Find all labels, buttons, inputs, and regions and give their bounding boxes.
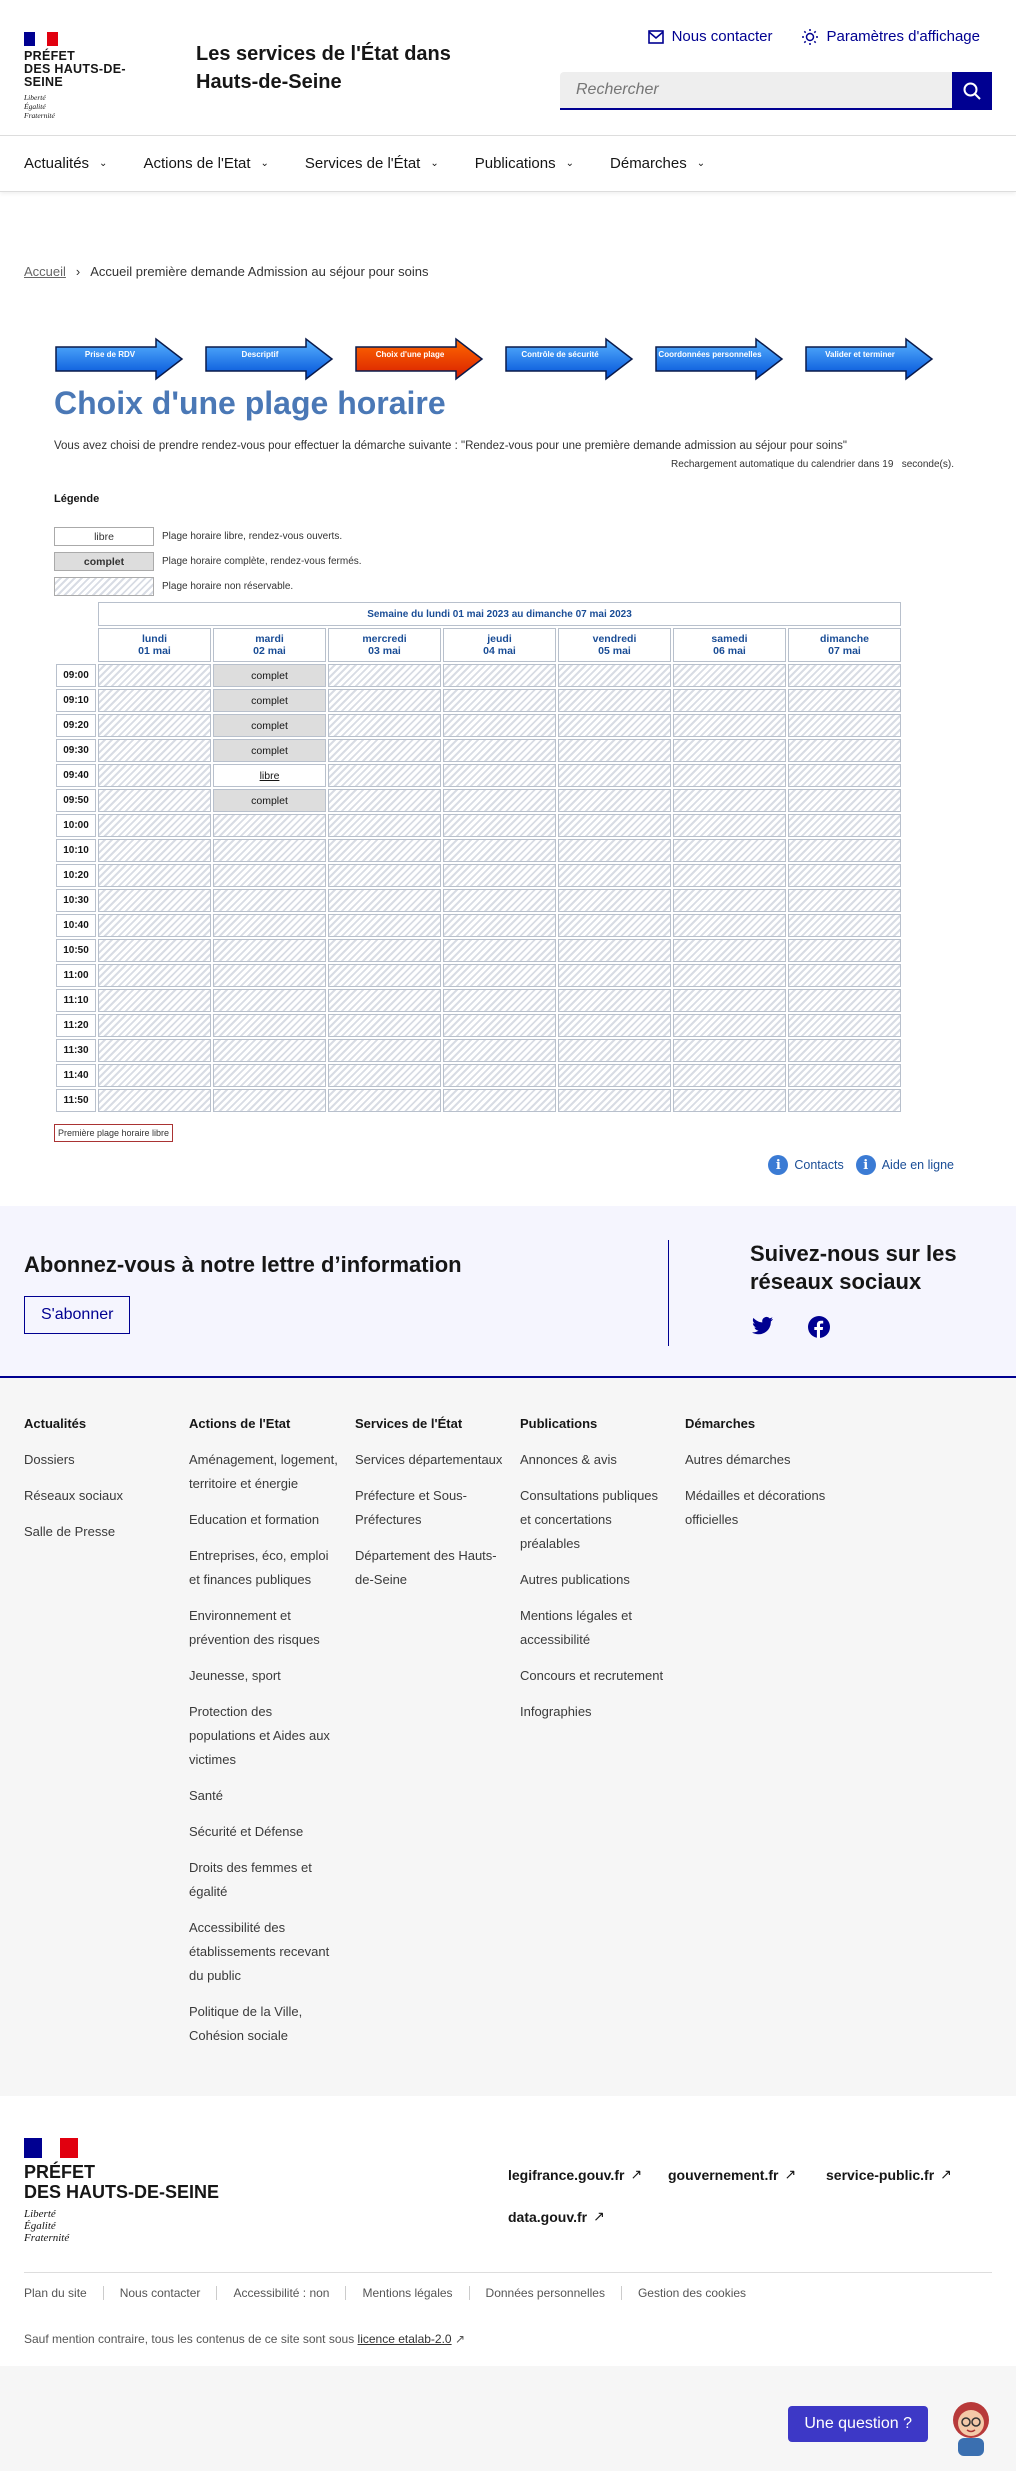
slot-unavailable bbox=[328, 989, 441, 1012]
time-label: 11:00 bbox=[56, 964, 96, 987]
footer-motto: Liberté Égalité Fraternité bbox=[24, 2208, 70, 2244]
slot-unavailable bbox=[98, 814, 211, 837]
time-label: 11:10 bbox=[56, 989, 96, 1012]
slot-unavailable bbox=[213, 939, 326, 962]
day-header: samedi 06 mai bbox=[673, 628, 786, 662]
time-row bbox=[56, 839, 901, 862]
nav-item[interactable]: Actions de l'Etat ⌄ bbox=[143, 155, 269, 172]
slot-unavailable bbox=[558, 914, 671, 937]
slot-unavailable bbox=[673, 989, 786, 1012]
slot-unavailable bbox=[443, 989, 556, 1012]
newsletter-title: Abonnez-vous à notre lettre d’information bbox=[24, 1252, 462, 1277]
license-text: Sauf mention contraire, tous les contenus de ce site sont sous licence etalab-2.0 ↗ bbox=[24, 2332, 465, 2346]
time-label: 09:10 bbox=[56, 689, 96, 712]
newsletter-section bbox=[0, 1206, 1016, 1378]
slot-unavailable bbox=[443, 864, 556, 887]
footer-bottom-link[interactable]: Mentions légales bbox=[362, 2286, 469, 2300]
slot-unavailable bbox=[558, 964, 671, 987]
time-row bbox=[56, 864, 901, 887]
step-label: Descriptif bbox=[241, 350, 279, 359]
slot-unavailable bbox=[558, 689, 671, 712]
slot-unavailable bbox=[98, 664, 211, 687]
slot-full: complet bbox=[213, 789, 326, 812]
slot-unavailable bbox=[443, 664, 556, 687]
facebook-icon[interactable] bbox=[808, 1316, 830, 1338]
slot-unavailable bbox=[673, 939, 786, 962]
slot-unavailable bbox=[328, 1039, 441, 1062]
external-site-link[interactable]: gouvernement.fr ↗ bbox=[668, 2166, 797, 2183]
slot-unavailable bbox=[443, 839, 556, 862]
time-row bbox=[56, 689, 901, 712]
slot-unavailable bbox=[213, 1039, 326, 1062]
external-link-icon: ↗ bbox=[454, 2332, 465, 2346]
slot-unavailable bbox=[788, 789, 901, 812]
nav-item[interactable]: Services de l'État ⌄ bbox=[304, 155, 439, 172]
day-header: mercredi 03 mai bbox=[328, 628, 441, 662]
time-row bbox=[56, 1064, 901, 1087]
time-label: 09:50 bbox=[56, 789, 96, 812]
slot-unavailable bbox=[328, 964, 441, 987]
step-label: Valider et terminer bbox=[825, 350, 895, 359]
time-label: 11:40 bbox=[56, 1064, 96, 1087]
slot-unavailable bbox=[328, 764, 441, 787]
slot-unavailable bbox=[98, 914, 211, 937]
slot-unavailable bbox=[328, 1064, 441, 1087]
footer-column-title[interactable]: Démarches bbox=[685, 1416, 756, 1431]
slot-unavailable bbox=[558, 1064, 671, 1087]
footer-link[interactable]: Accessibilité des établissements recevant du public bbox=[189, 1920, 330, 1983]
footer-column bbox=[355, 1412, 505, 1604]
footer-column-title[interactable]: Services de l'État bbox=[355, 1416, 463, 1431]
slot-unavailable bbox=[213, 889, 326, 912]
sun-icon bbox=[802, 29, 818, 45]
follow-title: Suivez-nous sur les réseaux sociaux bbox=[750, 1241, 957, 1294]
time-label: 11:50 bbox=[56, 1089, 96, 1112]
footer-link[interactable]: Département des Hauts-de-Seine bbox=[355, 1548, 497, 1587]
footer-link[interactable]: Préfecture et Sous-Préfectures bbox=[355, 1488, 467, 1527]
time-label: 11:20 bbox=[56, 1014, 96, 1037]
nav-item[interactable]: Actualités ⌄ bbox=[24, 155, 108, 172]
footer-link[interactable]: Dossiers bbox=[24, 1452, 75, 1467]
slot-unavailable bbox=[98, 789, 211, 812]
footer-link[interactable]: Mentions légales et accessibilité bbox=[520, 1608, 633, 1647]
breadcrumb bbox=[0, 192, 1016, 287]
time-label: 10:00 bbox=[56, 814, 96, 837]
slot-unavailable bbox=[558, 789, 671, 812]
mail-icon bbox=[648, 30, 664, 44]
slot-unavailable bbox=[328, 739, 441, 762]
motto: Liberté Égalité Fraternité bbox=[24, 93, 55, 120]
slot-unavailable bbox=[788, 714, 901, 737]
page-title: Choix d'une plage horaire bbox=[54, 385, 446, 421]
step-progress bbox=[0, 337, 1016, 387]
slot-unavailable bbox=[788, 889, 901, 912]
footer-sitemap bbox=[0, 1378, 1016, 2096]
info-icon: i bbox=[768, 1155, 788, 1175]
chevron-right-icon: › bbox=[75, 264, 81, 279]
footer-link[interactable]: Santé bbox=[189, 1788, 223, 1803]
slot-unavailable bbox=[98, 1039, 211, 1062]
search-bar bbox=[560, 72, 992, 110]
slot-unavailable bbox=[788, 814, 901, 837]
footer-links bbox=[24, 2286, 778, 2300]
slot-unavailable bbox=[788, 739, 901, 762]
time-row bbox=[56, 714, 901, 737]
footer-link[interactable]: Entreprises, éco, emploi et finances publiques bbox=[189, 1548, 329, 1587]
footer-logo[interactable] bbox=[24, 2138, 219, 2244]
slot-unavailable bbox=[98, 739, 211, 762]
slot-unavailable bbox=[673, 689, 786, 712]
slot-unavailable bbox=[443, 689, 556, 712]
footer-column bbox=[189, 1412, 339, 2060]
slot-unavailable bbox=[328, 889, 441, 912]
time-label: 09:30 bbox=[56, 739, 96, 762]
time-row bbox=[56, 939, 901, 962]
slot-unavailable bbox=[673, 789, 786, 812]
footer-column-title[interactable]: Actions de l'Etat bbox=[189, 1416, 291, 1431]
time-row bbox=[56, 964, 901, 987]
slot-unavailable bbox=[788, 689, 901, 712]
slot-unavailable bbox=[328, 864, 441, 887]
legend-item: complet Plage horaire complète, rendez-vous fermés. bbox=[54, 552, 362, 571]
contact-link[interactable]: Nous contacter bbox=[648, 28, 773, 45]
footer-column bbox=[520, 1412, 670, 1736]
footer-link[interactable]: Consultations publiques et concertations préalables bbox=[520, 1488, 659, 1551]
calendar bbox=[54, 600, 903, 1114]
time-row bbox=[56, 739, 901, 762]
slot-unavailable bbox=[328, 789, 441, 812]
footer-bottom-link[interactable]: Plan du site bbox=[24, 2286, 104, 2300]
time-row bbox=[56, 1039, 901, 1062]
time-label: 10:40 bbox=[56, 914, 96, 937]
external-link-icon: ↗ bbox=[593, 2208, 605, 2224]
slot-unavailable bbox=[328, 689, 441, 712]
prefect-name: PRÉFET DES HAUTS-DE-SEINE bbox=[24, 49, 126, 89]
time-row bbox=[56, 1014, 901, 1037]
nav-item[interactable]: Publications ⌄ bbox=[474, 155, 575, 172]
slot-unavailable bbox=[98, 864, 211, 887]
footer-bottom-link[interactable]: Nous contacter bbox=[120, 2286, 218, 2300]
slot-unavailable bbox=[213, 839, 326, 862]
time-label: 10:30 bbox=[56, 889, 96, 912]
time-row bbox=[56, 914, 901, 937]
footer-prefect-name: PRÉFET DES HAUTS-DE-SEINE bbox=[24, 2162, 220, 2202]
slot-unavailable bbox=[673, 739, 786, 762]
nav-item[interactable]: Démarches ⌄ bbox=[610, 155, 706, 172]
slot-unavailable bbox=[558, 989, 671, 1012]
slot-unavailable bbox=[328, 1089, 441, 1112]
slot-unavailable bbox=[443, 1039, 556, 1062]
step-arrow bbox=[354, 337, 482, 379]
display-settings-link[interactable]: Paramètres d'affichage bbox=[802, 28, 980, 45]
slot-unavailable bbox=[443, 889, 556, 912]
breadcrumb-home[interactable]: Accueil bbox=[24, 264, 66, 279]
slot-unavailable bbox=[673, 964, 786, 987]
slot-unavailable bbox=[213, 1014, 326, 1037]
slot-unavailable bbox=[673, 914, 786, 937]
footer-column bbox=[685, 1412, 835, 1544]
reload-countdown: Rechargement automatique du calendrier dans 19 seconde(s). bbox=[671, 459, 954, 470]
twitter-icon[interactable] bbox=[752, 1316, 774, 1336]
step-arrow bbox=[504, 337, 632, 379]
slot-unavailable bbox=[788, 864, 901, 887]
info-icon: i bbox=[856, 1155, 876, 1175]
slot-full: complet bbox=[213, 664, 326, 687]
step-arrow bbox=[654, 337, 782, 379]
footer-link[interactable]: Education et formation bbox=[189, 1512, 320, 1527]
slot-unavailable bbox=[788, 664, 901, 687]
slot-unavailable bbox=[558, 764, 671, 787]
slot-unavailable bbox=[98, 689, 211, 712]
slot-unavailable bbox=[98, 1064, 211, 1087]
slot-unavailable bbox=[98, 1014, 211, 1037]
time-row bbox=[56, 989, 901, 1012]
slot-unavailable bbox=[443, 739, 556, 762]
external-link-icon: ↗ bbox=[940, 2166, 952, 2182]
footer-link[interactable]: Services départementaux bbox=[355, 1452, 503, 1467]
step-label: Contrôle de sécurité bbox=[521, 350, 599, 359]
time-row bbox=[56, 664, 901, 687]
slot-unavailable bbox=[213, 814, 326, 837]
slot-unavailable bbox=[788, 1014, 901, 1037]
footer-link[interactable]: Politique de la Ville, Cohésion sociale bbox=[189, 2004, 303, 2043]
legend-box: complet bbox=[54, 552, 154, 571]
slot-unavailable bbox=[673, 839, 786, 862]
slot-unavailable bbox=[673, 714, 786, 737]
slot-unavailable bbox=[443, 914, 556, 937]
contacts-link[interactable]: i Contacts bbox=[768, 1155, 843, 1175]
slot-unavailable bbox=[558, 814, 671, 837]
time-row bbox=[56, 889, 901, 912]
footer-link[interactable]: Sécurité et Défense bbox=[189, 1824, 304, 1839]
day-header: lundi 01 mai bbox=[98, 628, 211, 662]
subscribe-button[interactable]: S'abonner bbox=[24, 1296, 130, 1334]
slot-unavailable bbox=[673, 1089, 786, 1112]
legend-item: libre Plage horaire libre, rendez-vous ouverts. bbox=[54, 527, 342, 546]
first-free-slot-button[interactable]: Première plage horaire libre bbox=[54, 1124, 173, 1142]
external-link-icon: ↗ bbox=[630, 2166, 643, 2182]
chevron-down-icon: ⌄ bbox=[430, 158, 439, 169]
step-arrow bbox=[204, 337, 332, 379]
slot-unavailable bbox=[443, 1014, 556, 1037]
footer-link[interactable]: Protection des populations et Aides aux victimes bbox=[189, 1704, 330, 1767]
slot-unavailable bbox=[98, 1089, 211, 1112]
slot-unavailable bbox=[558, 739, 671, 762]
slot-unavailable bbox=[673, 1014, 786, 1037]
slot-unavailable bbox=[673, 814, 786, 837]
legend-item: Plage horaire non réservable. bbox=[54, 577, 293, 596]
slot-unavailable bbox=[558, 1089, 671, 1112]
day-header: mardi 02 mai bbox=[213, 628, 326, 662]
footer-column-title[interactable]: Actualités bbox=[24, 1416, 87, 1431]
slot-unavailable bbox=[788, 764, 901, 787]
slot-unavailable bbox=[443, 939, 556, 962]
slot-unavailable bbox=[788, 1039, 901, 1062]
time-label: 09:20 bbox=[56, 714, 96, 737]
site-title[interactable]: Les services de l'État dans Hauts-de-Seine bbox=[196, 43, 451, 93]
search-button[interactable] bbox=[952, 72, 992, 110]
slot-full: complet bbox=[213, 689, 326, 712]
slot-unavailable bbox=[213, 964, 326, 987]
slot-unavailable bbox=[788, 939, 901, 962]
chevron-down-icon: ⌄ bbox=[99, 158, 108, 169]
step-label: Prise de RDV bbox=[84, 350, 136, 359]
footer-link[interactable]: Salle de Presse bbox=[24, 1524, 116, 1539]
slot-unavailable bbox=[558, 939, 671, 962]
week-title: Semaine du lundi 01 mai 2023 au dimanche 07 mai 2023 bbox=[98, 602, 901, 626]
slot-unavailable bbox=[328, 664, 441, 687]
site-header bbox=[0, 0, 1016, 136]
intro-text: Vous avez choisi de prendre rendez-vous pour effectuer la démarche suivante : "Rendez-vous pour une première demande admission au séjour pour soins" bbox=[54, 440, 847, 452]
slot-unavailable bbox=[328, 939, 441, 962]
footer-link[interactable]: Annonces & avis bbox=[520, 1452, 617, 1467]
footer-column bbox=[24, 1412, 174, 1556]
search-icon bbox=[962, 81, 982, 101]
day-header: vendredi 05 mai bbox=[558, 628, 671, 662]
slot-unavailable bbox=[673, 664, 786, 687]
footer-link[interactable]: Infographies bbox=[520, 1704, 592, 1719]
time-label: 09:00 bbox=[56, 664, 96, 687]
footer-link[interactable]: Droits des femmes et égalité bbox=[189, 1860, 312, 1899]
slot-unavailable bbox=[443, 764, 556, 787]
divider bbox=[668, 1240, 669, 1346]
time-row bbox=[56, 1089, 901, 1112]
slot-unavailable bbox=[673, 1064, 786, 1087]
chevron-down-icon: ⌄ bbox=[260, 158, 269, 169]
slot-unavailable bbox=[328, 914, 441, 937]
external-site-link[interactable]: data.gouv.fr ↗ bbox=[508, 2208, 605, 2225]
slot-unavailable bbox=[213, 864, 326, 887]
slot-unavailable bbox=[213, 1089, 326, 1112]
slot-unavailable bbox=[98, 839, 211, 862]
slot-unavailable bbox=[788, 839, 901, 862]
step-arrow bbox=[54, 337, 182, 379]
external-site-link[interactable]: service-public.fr ↗ bbox=[826, 2166, 952, 2183]
slot-unavailable bbox=[328, 839, 441, 862]
slot-unavailable bbox=[213, 914, 326, 937]
slot-unavailable bbox=[673, 764, 786, 787]
time-row bbox=[56, 764, 901, 787]
footer-link[interactable]: Jeunesse, sport bbox=[189, 1668, 281, 1683]
external-site-link[interactable]: legifrance.gouv.fr ↗ bbox=[508, 2166, 643, 2183]
slot-unavailable bbox=[443, 1089, 556, 1112]
footer-bottom-link[interactable]: Accessibilité : non bbox=[233, 2286, 346, 2300]
legend-box bbox=[54, 577, 154, 596]
day-header: jeudi 04 mai bbox=[443, 628, 556, 662]
slot-unavailable bbox=[558, 889, 671, 912]
footer-link[interactable]: Environnement et prévention des risques bbox=[189, 1608, 320, 1647]
chevron-down-icon: ⌄ bbox=[696, 158, 706, 169]
slot-unavailable bbox=[98, 764, 211, 787]
time-row bbox=[56, 814, 901, 837]
slot-unavailable bbox=[328, 814, 441, 837]
slot-unavailable bbox=[213, 1064, 326, 1087]
french-flag-icon bbox=[24, 32, 58, 46]
footer-link[interactable]: Autres démarches bbox=[685, 1452, 791, 1467]
footer-bottom bbox=[0, 2096, 1016, 2366]
slot-unavailable bbox=[788, 914, 901, 937]
slot-unavailable bbox=[328, 714, 441, 737]
slot-unavailable bbox=[98, 714, 211, 737]
slot-unavailable bbox=[558, 1014, 671, 1037]
license-link[interactable]: licence etalab-2.0 bbox=[357, 2332, 452, 2346]
chatbot-avatar-icon[interactable] bbox=[946, 2396, 996, 2456]
main-nav bbox=[0, 136, 1016, 192]
slot-unavailable bbox=[98, 989, 211, 1012]
breadcrumb-current: Accueil première demande Admission au séjour pour soins bbox=[90, 264, 429, 279]
time-label: 10:10 bbox=[56, 839, 96, 862]
day-header: dimanche 07 mai bbox=[788, 628, 901, 662]
external-link-icon: ↗ bbox=[784, 2166, 797, 2182]
time-label: 10:50 bbox=[56, 939, 96, 962]
footer-link[interactable]: Réseaux sociaux bbox=[24, 1488, 123, 1503]
slot-unavailable bbox=[788, 1089, 901, 1112]
time-label: 09:40 bbox=[56, 764, 96, 787]
slot-unavailable bbox=[788, 964, 901, 987]
slot-unavailable bbox=[443, 964, 556, 987]
slot-unavailable bbox=[558, 864, 671, 887]
slot-unavailable bbox=[443, 789, 556, 812]
help-link[interactable]: i Aide en ligne bbox=[856, 1155, 954, 1175]
time-label: 10:20 bbox=[56, 864, 96, 887]
time-label: 11:30 bbox=[56, 1039, 96, 1062]
slot-unavailable bbox=[673, 1039, 786, 1062]
prefecture-logo[interactable] bbox=[24, 32, 164, 120]
chevron-down-icon: ⌄ bbox=[565, 158, 575, 169]
footer-column-title[interactable]: Publications bbox=[520, 1416, 598, 1431]
slot-unavailable bbox=[98, 939, 211, 962]
slot-free[interactable]: libre bbox=[213, 764, 326, 787]
footer-link[interactable]: Aménagement, logement, territoire et énergie bbox=[189, 1452, 338, 1491]
legend-title: Légende bbox=[54, 493, 100, 505]
slot-unavailable bbox=[558, 1039, 671, 1062]
footer-bottom-link[interactable]: Données personnelles bbox=[486, 2286, 622, 2300]
step-label: Choix d'une plage bbox=[375, 350, 445, 359]
footer-link[interactable]: Médailles et décorations officielles bbox=[685, 1488, 826, 1527]
footer-bottom-link[interactable]: Gestion des cookies bbox=[637, 2286, 747, 2300]
slot-full: complet bbox=[213, 714, 326, 737]
french-flag-icon bbox=[24, 2138, 78, 2158]
slot-unavailable bbox=[788, 989, 901, 1012]
slot-unavailable bbox=[443, 1064, 556, 1087]
chat-area bbox=[0, 2366, 1016, 2471]
slot-unavailable bbox=[673, 864, 786, 887]
slot-unavailable bbox=[213, 989, 326, 1012]
slot-unavailable bbox=[788, 1064, 901, 1087]
slot-unavailable bbox=[558, 839, 671, 862]
slot-unavailable bbox=[673, 889, 786, 912]
step-label: Coordonnées personnelles bbox=[658, 350, 762, 359]
slot-unavailable bbox=[443, 814, 556, 837]
slot-unavailable bbox=[98, 889, 211, 912]
time-row bbox=[56, 789, 901, 812]
slot-unavailable bbox=[98, 964, 211, 987]
slot-unavailable bbox=[558, 664, 671, 687]
slot-full: complet bbox=[213, 739, 326, 762]
step-arrow bbox=[804, 337, 932, 379]
footer-link[interactable]: Concours et recrutement bbox=[520, 1668, 664, 1683]
divider bbox=[24, 2272, 992, 2273]
footer-link[interactable]: Autres publications bbox=[520, 1572, 630, 1587]
legend-box: libre bbox=[54, 527, 154, 546]
chat-button[interactable]: Une question ? bbox=[788, 2406, 928, 2442]
slot-unavailable bbox=[443, 714, 556, 737]
slot-unavailable bbox=[558, 714, 671, 737]
slot-unavailable bbox=[328, 1014, 441, 1037]
search-input[interactable] bbox=[560, 72, 952, 110]
